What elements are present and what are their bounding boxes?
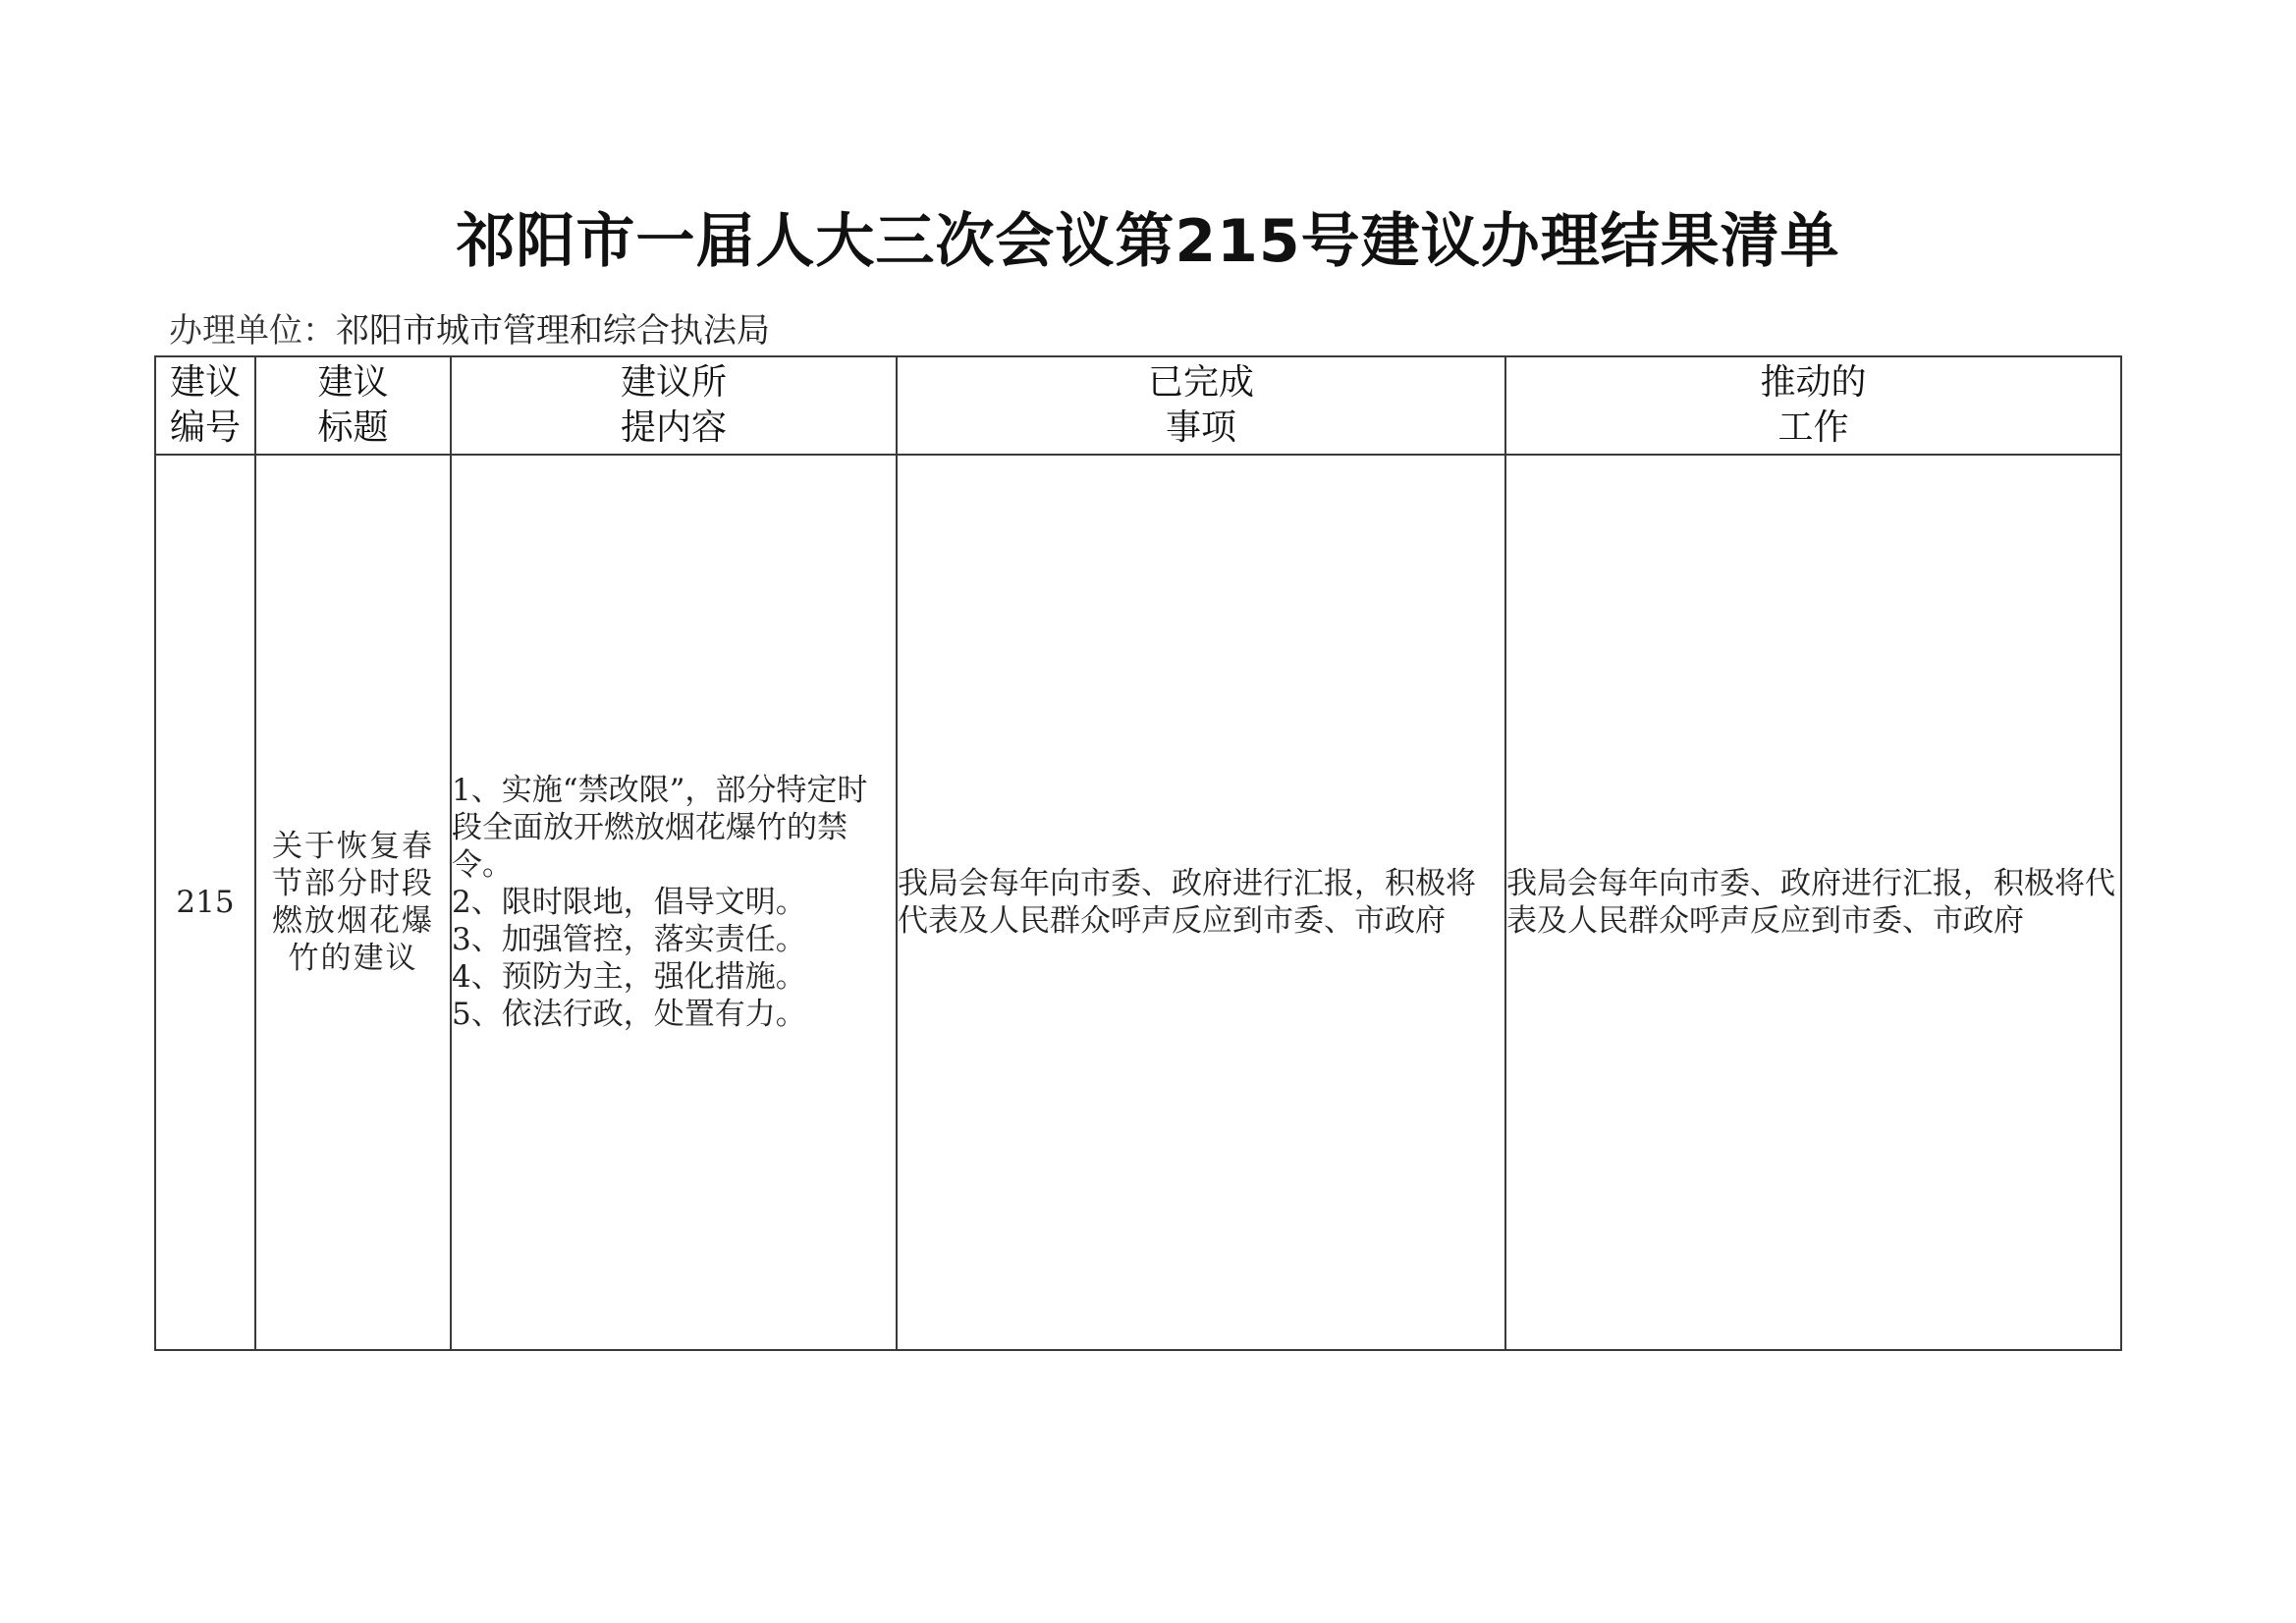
handling-unit-line: [169, 303, 770, 352]
cell-suggestion-title: [255, 455, 451, 1350]
header-completed-items: 已完成 事项: [897, 356, 1505, 455]
page-title: 祁阳市一届人大三次会议第215号建议办理结果清单: [456, 207, 1840, 276]
cell-completed-items: 我局会每年向市委、政府进行汇报，积极将代表及人民群众呼声反应到市委、市政府: [897, 455, 1505, 1350]
header-suggestion-number: 建议 编号: [155, 356, 255, 455]
handling-unit-label: 办理单位：: [169, 311, 336, 351]
list-item: 4、预防为主，强化措施。: [452, 959, 806, 995]
list-item: 3、加强管控，落实责任。: [452, 922, 806, 957]
header-suggestion-content: 建议所 提内容: [451, 356, 897, 455]
cell-suggestion-number: 215: [155, 455, 255, 1350]
suggestion-content-list: [452, 772, 896, 1033]
header-suggestion-title: 建议 标题: [255, 356, 451, 455]
table-row: [155, 455, 2121, 1350]
list-item: 2、限时限地，倡导文明。: [452, 885, 806, 920]
table-header-row: [155, 356, 2121, 455]
handling-unit-name: 祁阳市城市管理和综合执法局: [336, 311, 770, 351]
suggestion-title-text: 关于恢复春节部分时段燃放烟花爆竹的建议: [272, 829, 434, 976]
header-ongoing-work: 推动的 工作: [1505, 356, 2121, 455]
result-table: [154, 355, 2122, 1351]
cell-suggestion-content: [451, 455, 897, 1350]
list-item: 5、依法行政，处置有力。: [452, 997, 806, 1032]
cell-ongoing-work: 我局会每年向市委、政府进行汇报，积极将代表及人民群众呼声反应到市委、市政府: [1505, 455, 2121, 1350]
list-item: 1、实施“禁改限”，部分特定时段全面放开燃放烟花爆竹的禁令。: [452, 773, 868, 883]
